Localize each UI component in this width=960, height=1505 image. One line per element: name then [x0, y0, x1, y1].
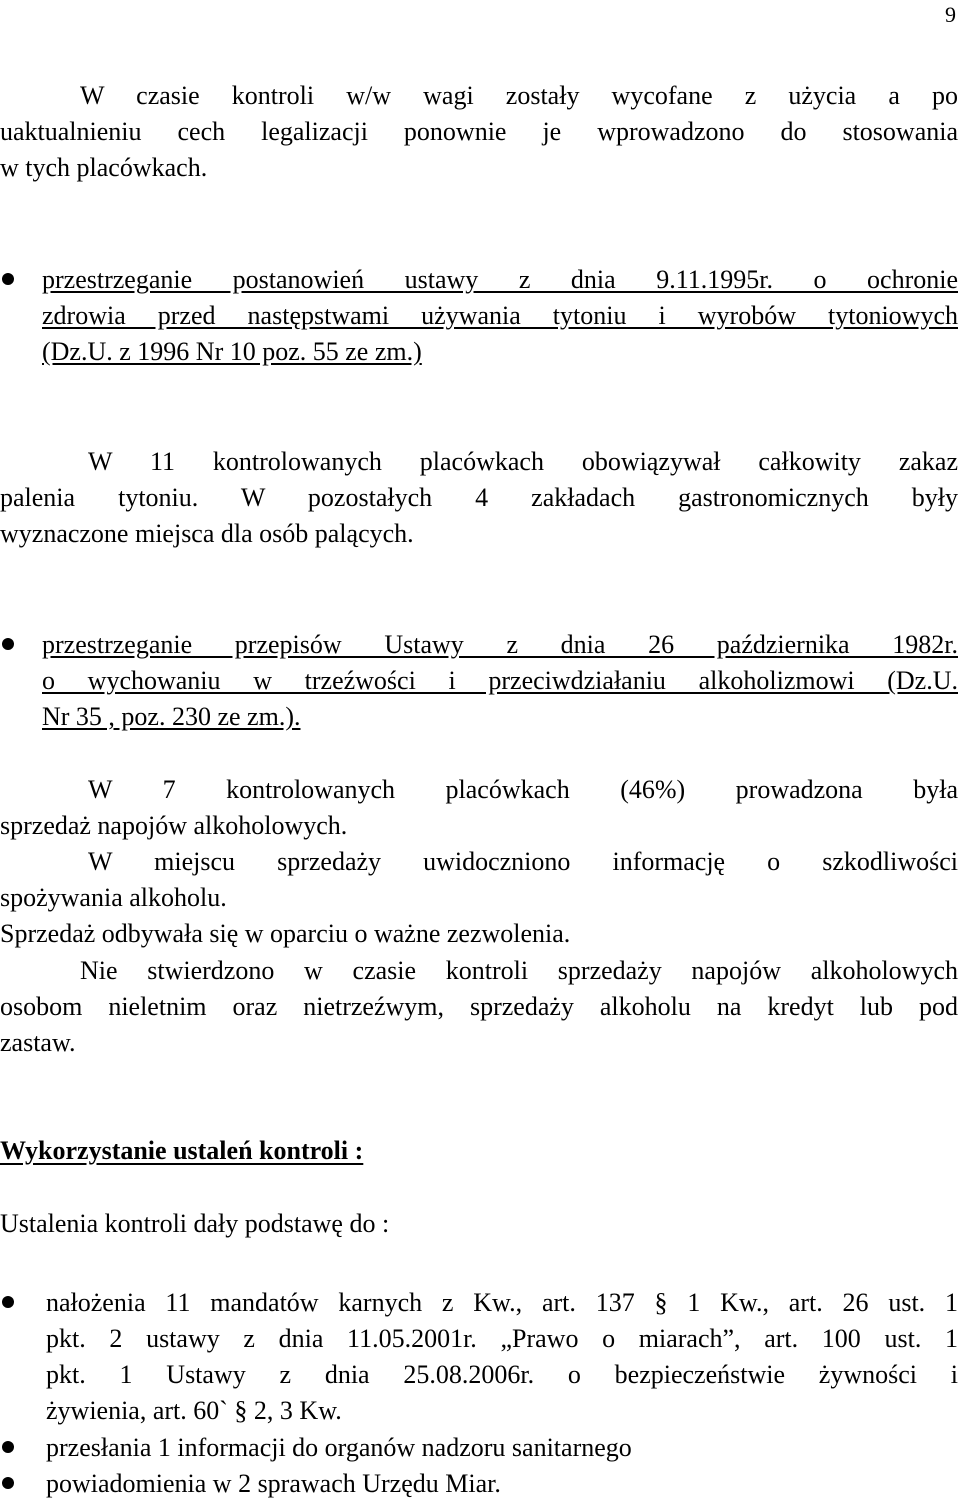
- paragraph-line: W czasie kontroli w/w wagi zostały wycofane z użycia a po: [80, 81, 958, 110]
- paragraph-line: Nie stwierdzono w czasie kontroli sprzedaży napojów alkoholowych: [80, 956, 958, 985]
- bullet-icon: [2, 638, 14, 650]
- bullet-item-line: przestrzeganie postanowień ustawy z dnia 9.11.1995r. o ochronie: [42, 265, 958, 294]
- bullet-icon: [2, 1296, 14, 1308]
- paragraph-line: w tych placówkach.: [0, 153, 208, 182]
- paragraph-line: osobom nieletnim oraz nietrzeźwym, sprzedaży alkoholu na kredyt lub pod: [0, 992, 958, 1021]
- list-item-line: pkt. 1 Ustawy z dnia 25.08.2006r. o bezpieczeństwie żywności i: [46, 1360, 958, 1389]
- paragraph-line: palenia tytoniu. W pozostałych 4 zakładach gastronomicznych były: [0, 483, 958, 512]
- paragraph-line: sprzedaż napojów alkoholowych.: [0, 811, 348, 840]
- paragraph-line: Sprzedaż odbywała się w oparciu o ważne zezwolenia.: [0, 919, 571, 948]
- paragraph-line: zastaw.: [0, 1028, 76, 1057]
- page-number: 9: [945, 2, 956, 27]
- bullet-item-line: (Dz.U. z 1996 Nr 10 poz. 55 ze zm.): [42, 337, 422, 366]
- paragraph-line: W 11 kontrolowanych placówkach obowiązywał całkowity zakaz: [88, 447, 958, 476]
- bullet-icon: [2, 273, 14, 285]
- bullet-icon: [2, 1477, 14, 1489]
- list-item: przesłania 1 informacji do organów nadzoru sanitarnego: [46, 1433, 632, 1462]
- list-item-line: żywienia, art. 60` § 2, 3 Kw.: [46, 1396, 342, 1425]
- paragraph-line: W miejscu sprzedaży uwidoczniono informację o szkodliwości: [88, 847, 958, 876]
- bullet-item-line: Nr 35 , poz. 230 ze zm.).: [42, 702, 301, 731]
- list-item: powiadomienia w 2 sprawach Urzędu Miar.: [46, 1469, 501, 1498]
- section-heading: Wykorzystanie ustaleń kontroli :: [0, 1136, 364, 1165]
- bullet-item-line: o wychowaniu w trzeźwości i przeciwdziałaniu alkoholizmowi (Dz.U.: [42, 666, 958, 695]
- list-item-line: nałożenia 11 mandatów karnych z Kw., art. 137 § 1 Kw., art. 26 ust. 1: [46, 1288, 958, 1317]
- paragraph-line: wyznaczone miejsca dla osób palących.: [0, 519, 414, 548]
- section-intro: Ustalenia kontroli dały podstawę do :: [0, 1209, 390, 1238]
- bullet-item-line: zdrowia przed następstwami używania tytoniu i wyrobów tytoniowych: [42, 301, 958, 330]
- bullet-icon: [2, 1441, 14, 1453]
- paragraph-line: W 7 kontrolowanych placówkach (46%) prowadzona była: [88, 775, 958, 804]
- bullet-item-line: przestrzeganie przepisów Ustawy z dnia 26 października 1982r.: [42, 630, 958, 659]
- paragraph-line: spożywania alkoholu.: [0, 883, 227, 912]
- list-item-line: pkt. 2 ustawy z dnia 11.05.2001r. „Prawo o miarach”, art. 100 ust. 1: [46, 1324, 958, 1353]
- paragraph-line: uaktualnieniu cech legalizacji ponownie je wprowadzono do stosowania: [0, 117, 958, 146]
